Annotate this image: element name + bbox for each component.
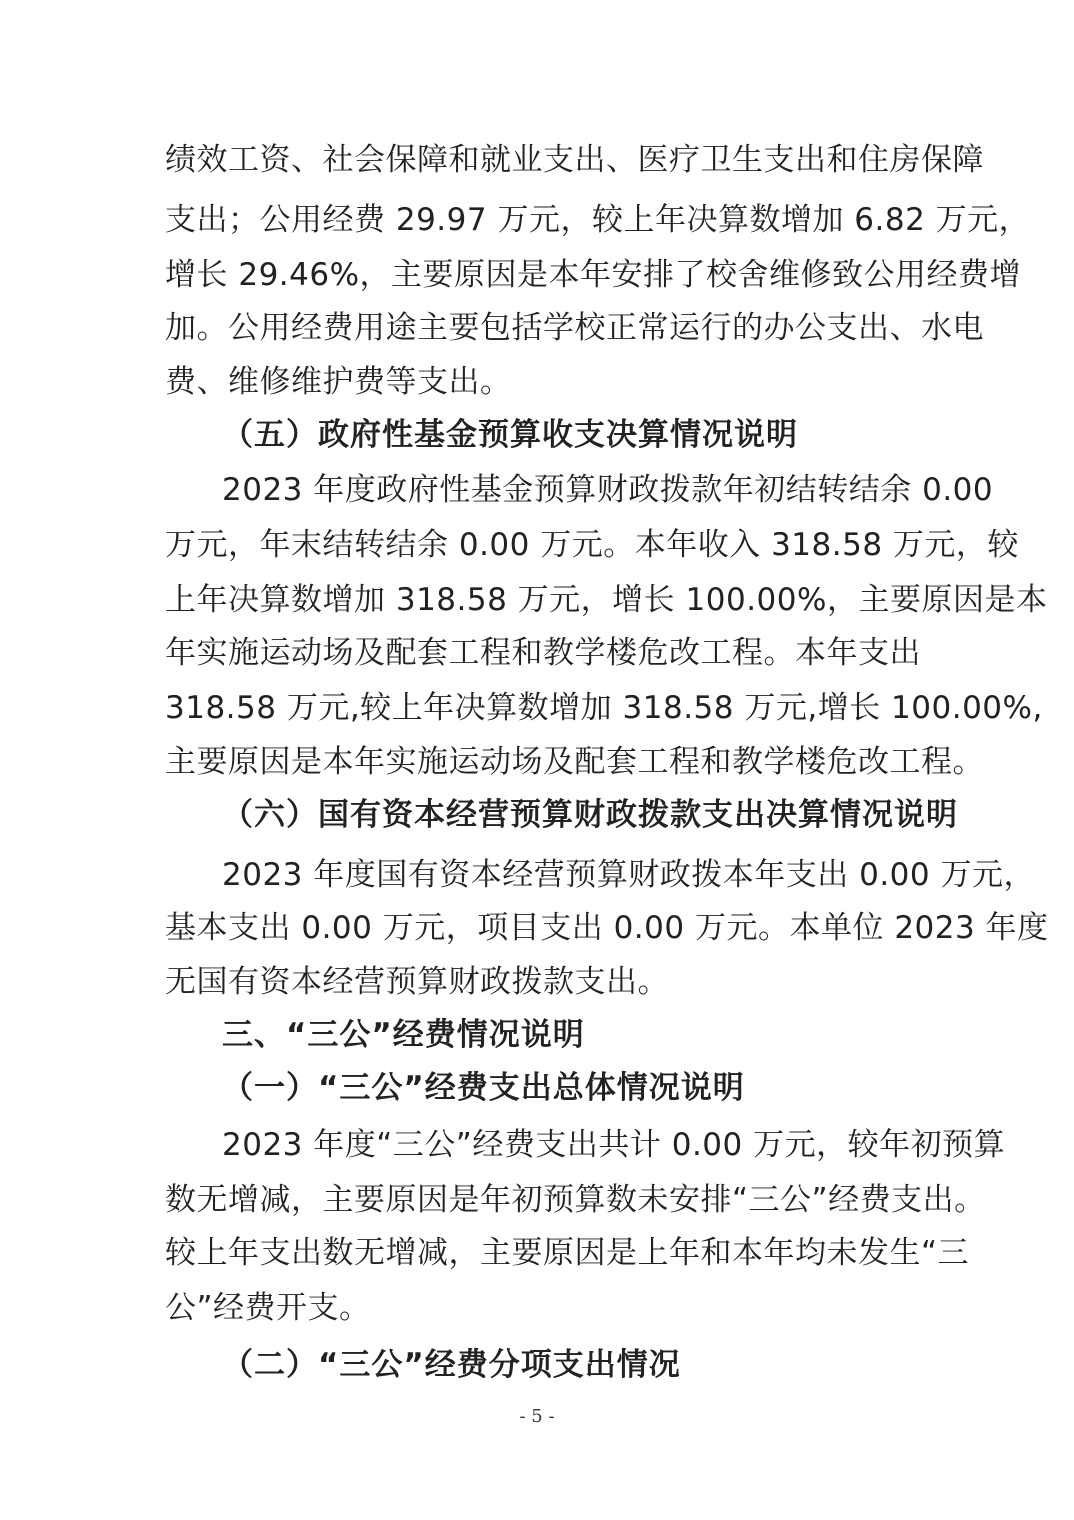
text-line: 上年决算数增加 318.58 万元，增长 100.00%，主要原因是本	[165, 582, 1048, 618]
text-line: 2023 年度“三公”经费支出共计 0.00 万元，较年初预算	[222, 1127, 1006, 1163]
text-line: 无国有资本经营预算财政拨款支出。	[165, 964, 669, 1000]
text-line: 基本支出 0.00 万元，项目支出 0.00 万元。本单位 2023 年度	[165, 910, 1049, 946]
text-line: 318.58 万元,较上年决算数增加 318.58 万元,增长 100.00%,	[165, 690, 1043, 726]
text-line: 较上年支出数无增减，主要原因是上年和本年均未发生“三	[165, 1235, 970, 1271]
page-number: - 5 -	[519, 1406, 555, 1427]
text-line: 主要原因是本年实施运动场及配套工程和教学楼危改工程。	[165, 744, 984, 780]
text-line: 增长 29.46%，主要原因是本年安排了校舍维修致公用经费增	[165, 257, 1022, 293]
section-heading-three-public: 三、“三公”经费情况说明	[222, 1017, 585, 1053]
section-heading-three-public-overall: （一）“三公”经费支出总体情况说明	[222, 1070, 745, 1106]
text-line: 支出；公用经费 29.97 万元，较上年决算数增加 6.82 万元，	[165, 202, 1031, 238]
text-line: 2023 年度政府性基金预算财政拨款年初结转结余 0.00	[222, 472, 994, 508]
text-line: 费、维修维护费等支出。	[165, 364, 512, 400]
text-line: 年实施运动场及配套工程和教学楼危改工程。本年支出	[165, 635, 921, 671]
text-line: 加。公用经费用途主要包括学校正常运行的办公支出、水电	[165, 310, 984, 346]
text-line: 万元，年末结转结余 0.00 万元。本年收入 318.58 万元，较	[165, 527, 1019, 563]
text-line: 公”经费开支。	[165, 1290, 371, 1326]
section-heading-state-capital: （六）国有资本经营预算财政拨款支出决算情况说明	[222, 797, 958, 833]
text-line: 数无增减，主要原因是年初预算数未安排“三公”经费支出。	[165, 1182, 986, 1218]
text-line: 2023 年度国有资本经营预算财政拨本年支出 0.00 万元，	[222, 857, 1035, 893]
section-heading-three-public-itemized: （二）“三公”经费分项支出情况	[222, 1347, 681, 1383]
text-line: 绩效工资、社会保障和就业支出、医疗卫生支出和住房保障	[165, 142, 984, 178]
section-heading-government-funds: （五）政府性基金预算收支决算情况说明	[222, 417, 798, 453]
